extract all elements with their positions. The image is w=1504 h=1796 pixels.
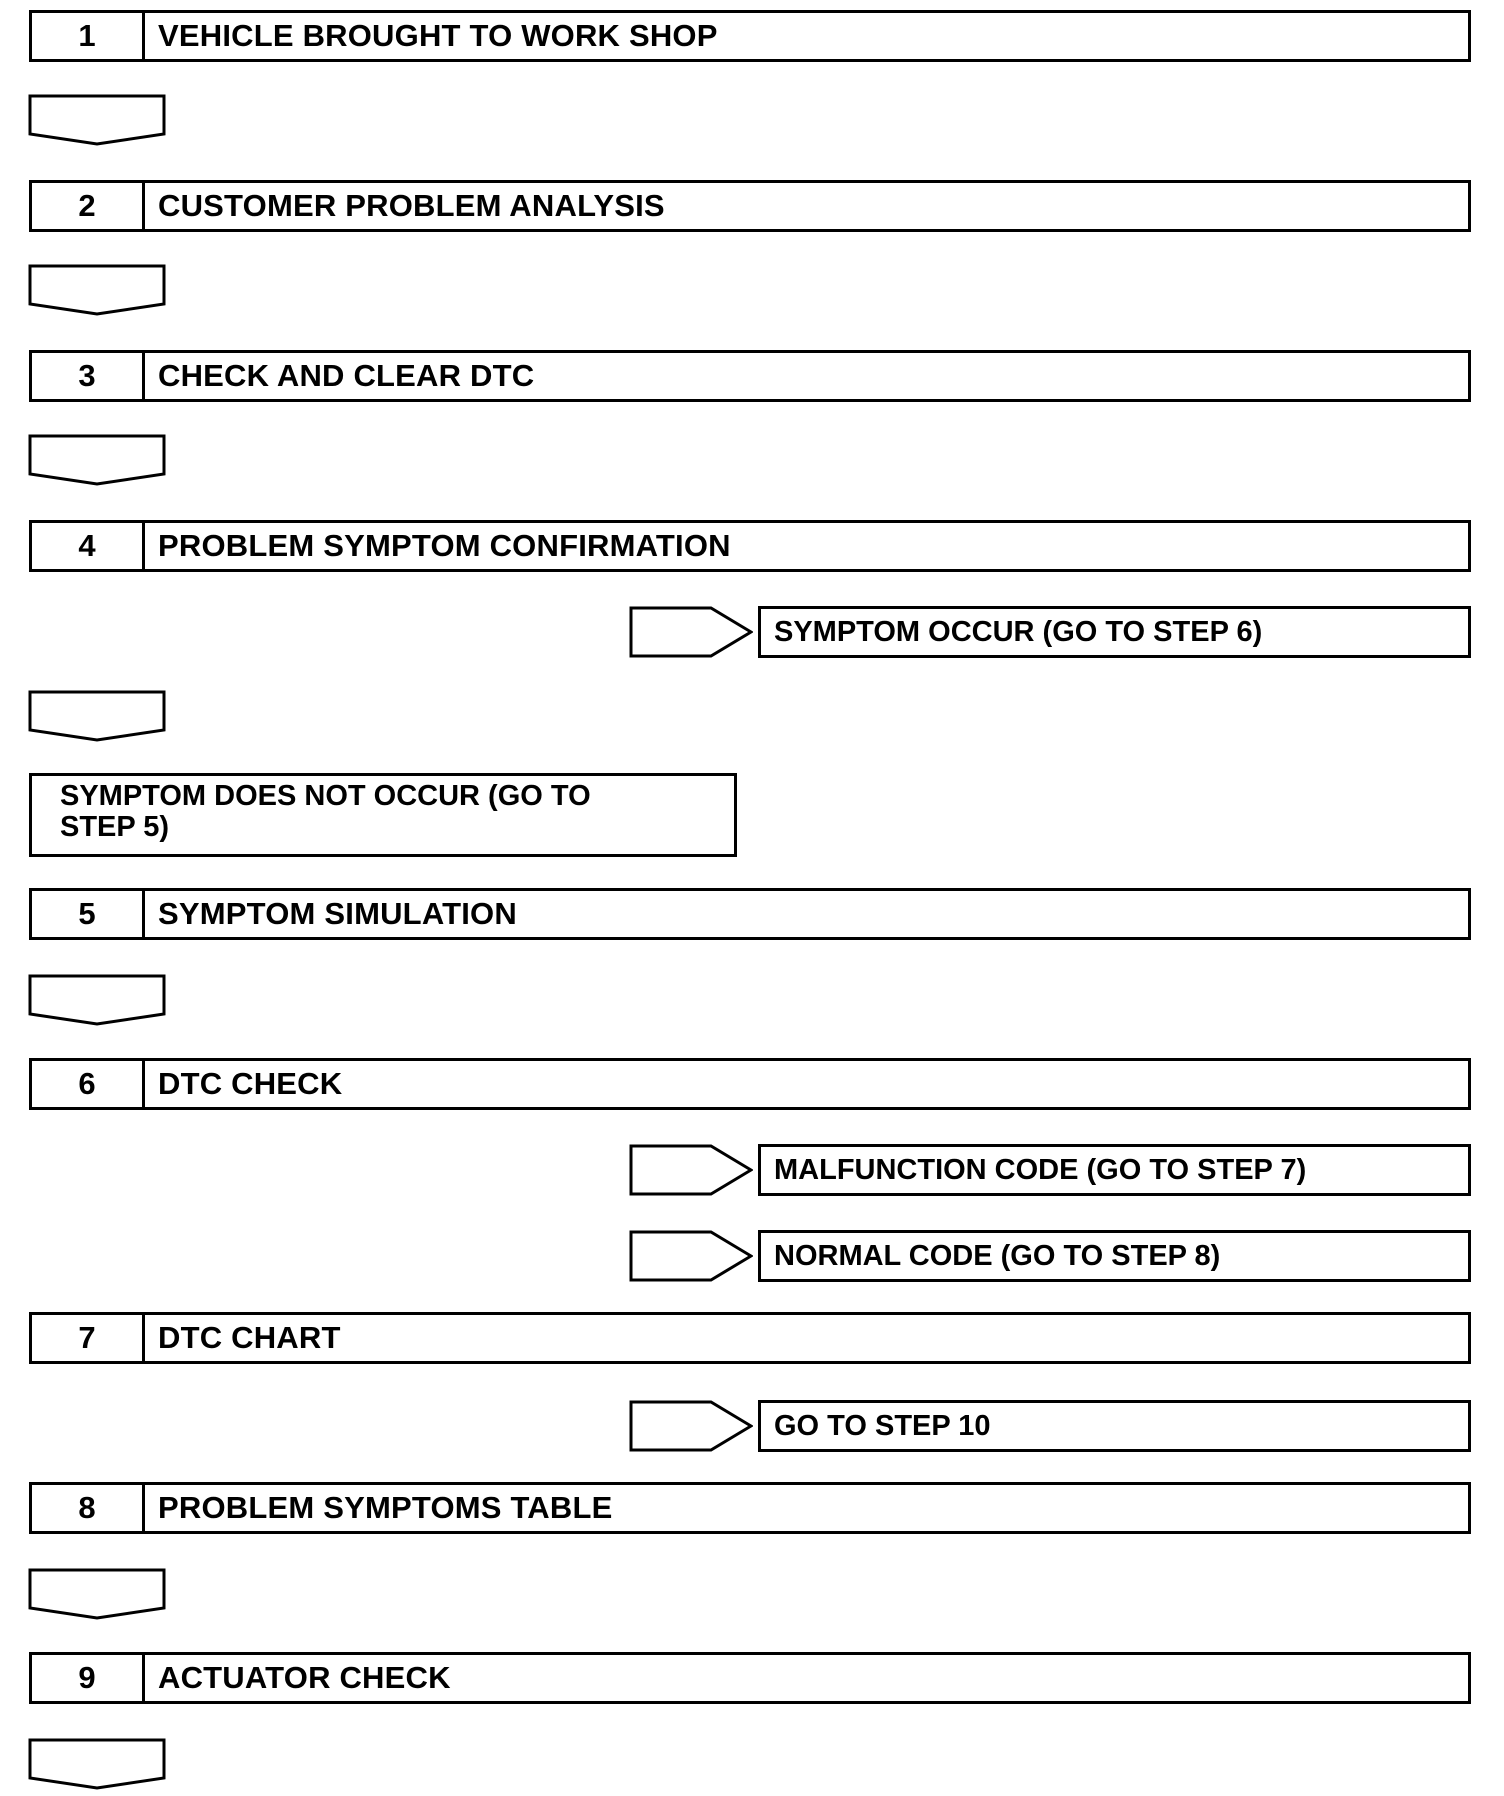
step-8-box	[29, 1482, 1471, 1534]
step-3-label: CHECK AND CLEAR DTC	[158, 358, 535, 393]
step-6-box	[29, 1058, 1471, 1110]
down-arrow-icon	[28, 434, 166, 486]
step-5-number: 5	[32, 891, 145, 937]
down-arrow-icon	[28, 974, 166, 1026]
step-4-label: PROBLEM SYMPTOM CONFIRMATION	[158, 528, 731, 563]
step-9-number: 9	[32, 1655, 145, 1701]
step-2-number: 2	[32, 183, 145, 229]
step-9-label: ACTUATOR CHECK	[158, 1660, 451, 1695]
step-5-box	[29, 888, 1471, 940]
step-3-number: 3	[32, 353, 145, 399]
down-arrow-icon	[28, 94, 166, 146]
branch-symptom-occur: SYMPTOM OCCUR (GO TO STEP 6)	[758, 606, 1471, 658]
note-line-1: SYMPTOM DOES NOT OCCUR (GO TO	[60, 780, 591, 812]
step-1-number: 1	[32, 13, 145, 59]
down-arrow-icon	[28, 1738, 166, 1790]
step-7-number: 7	[32, 1315, 145, 1361]
note-line-2: STEP 5)	[60, 811, 170, 843]
step-4-box	[29, 520, 1471, 572]
step-4-number: 4	[32, 523, 145, 569]
right-arrow-icon	[629, 1400, 753, 1452]
step-2-box	[29, 180, 1471, 232]
right-arrow-icon	[629, 1230, 753, 1282]
branch-go-to-step-10: GO TO STEP 10	[758, 1400, 1471, 1452]
right-arrow-icon	[629, 606, 753, 658]
down-arrow-icon	[28, 690, 166, 742]
step-7-box	[29, 1312, 1471, 1364]
step-1-label: VEHICLE BROUGHT TO WORK SHOP	[158, 18, 718, 53]
step-6-number: 6	[32, 1061, 145, 1107]
step-2-label: CUSTOMER PROBLEM ANALYSIS	[158, 188, 665, 223]
step-7-label: DTC CHART	[158, 1320, 341, 1355]
step-5-label: SYMPTOM SIMULATION	[158, 896, 517, 931]
branch-malfunction-code: MALFUNCTION CODE (GO TO STEP 7)	[758, 1144, 1471, 1196]
step-8-number: 8	[32, 1485, 145, 1531]
step-6-label: DTC CHECK	[158, 1066, 343, 1101]
down-arrow-icon	[28, 264, 166, 316]
note-symptom-does-not-occur	[29, 773, 737, 857]
step-9-box	[29, 1652, 1471, 1704]
step-1-box	[29, 10, 1471, 62]
right-arrow-icon	[629, 1144, 753, 1196]
step-8-label: PROBLEM SYMPTOMS TABLE	[158, 1490, 613, 1525]
branch-normal-code: NORMAL CODE (GO TO STEP 8)	[758, 1230, 1471, 1282]
step-3-box	[29, 350, 1471, 402]
down-arrow-icon	[28, 1568, 166, 1620]
